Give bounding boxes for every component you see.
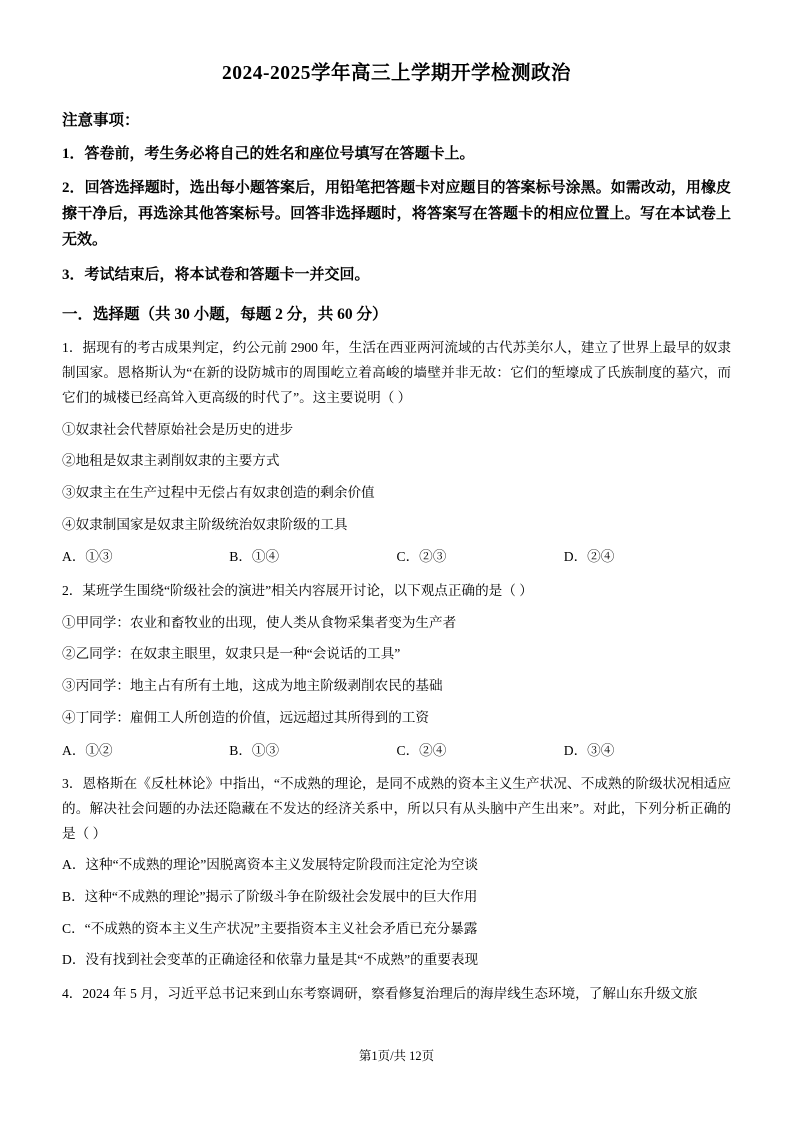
question-sub-option: D．没有找到社会变革的正确途径和依靠力量是其“不成熟”的重要表现 [62,952,479,968]
question-stem: 3．恩格斯在《反杜林论》中指出，“不成熟的理论，是同不成熟的资本主义生产状况、不成熟的阶级状况相适应的。解决社会问题的办法还隐藏在不发达的经济关系中，所以只有从头脑中产生出来”。对此，下列分析正确的是（ ） [62,776,731,841]
question-sub-option: ①甲同学：农业和畜牧业的出现，使人类从食物采集者变为生产者 [62,614,457,630]
answer-option-c: C．②④ [396,742,447,758]
question-stem: 4．2024 年 5 月，习近平总书记来到山东考察调研，察看修复治理后的海岸线生态环境，了解山东升级文旅 [62,986,698,1002]
question-sub-option: B．这种“不成熟的理论”揭示了阶级斗争在阶级社会发展中的巨大作用 [62,889,478,905]
question-sub-option: ③丙同学：地主占有所有土地，这成为地主阶级剥削农民的基础 [62,678,443,694]
question-answer-options [62,545,731,569]
question-sub-option: ④奴隶制国家是奴隶主阶级统治奴隶阶级的工具 [62,516,348,532]
answer-option-d: D．③④ [563,742,615,758]
question-sub-option: ③奴隶主在生产过程中无偿占有奴隶创造的剩余价值 [62,485,375,500]
page-title: 2024-2025学年高三上学期开学检测政治 [222,63,571,84]
notice-item-1: 1．答卷前，考生务必将自己的姓名和座位号填写在答题卡上。 [62,145,475,162]
question-sub-option: ④丁同学：雇佣工人所创造的价值，远远超过其所得到的工资 [62,709,430,725]
question-sub-option: C．“不成熟的资本主义生产状况”主要指资本主义社会矛盾已充分暴露 [62,920,478,936]
question-sub-option: ②乙同学：在奴隶主眼里，奴隶只是一种“会说话的工具” [62,646,401,662]
notice-item-3: 3．考试结束后，将本试卷和答题卡一并交回。 [62,266,370,283]
question-sub-option: ②地租是奴隶主剥削奴隶的主要方式 [62,453,280,469]
question-sub-option: A．这种“不成熟的理论”因脱离资本主义发展特定阶段而注定沦为空谈 [62,857,479,873]
answer-option-a: A．①② [62,742,113,758]
answer-option-a: A．①③ [62,549,113,565]
page-footer: 第1页/共 12页 [358,1049,435,1063]
question-stem: 2．某班学生围绕“阶级社会的演进”相关内容展开讨论，以下观点正确的是（ ） [62,582,533,598]
question-answer-options [62,739,731,763]
answer-option-d: D．②④ [563,549,615,565]
notice-item-2: 2．回答选择题时，选出每小题答案后，用铅笔把答题卡对应题目的答案标号涂黑。如需改动，用橡皮擦干净后，再选涂其他答案标号。回答非选择题时，将答案写在答题卡的相应位置上。写在本试卷上无效。 [62,180,731,248]
notice-heading: 注意事项： [62,112,140,130]
answer-option-b: B．①④ [229,549,280,565]
answer-option-c: C．②③ [396,549,447,565]
section-heading: 一．选择题（共 30 小题，每题 2 分，共 60 分） [62,305,388,323]
question-sub-option: ①奴隶社会代替原始社会是历史的进步 [62,421,294,437]
answer-option-b: B．①③ [229,742,280,758]
question-stem: 1．据现有的考古成果判定，约公元前 2900 年，生活在西亚两河流域的古代苏美尔人，建立了世界上最早的奴隶制国家。恩格斯认为“在新的设防城市的周围屹立着高峻的墙壁并非无故：它们的堑壕成了氏族制度的墓穴，而它们的城楼已经高耸入更高级的时代了”。这主要说明（ ） [62,340,731,405]
